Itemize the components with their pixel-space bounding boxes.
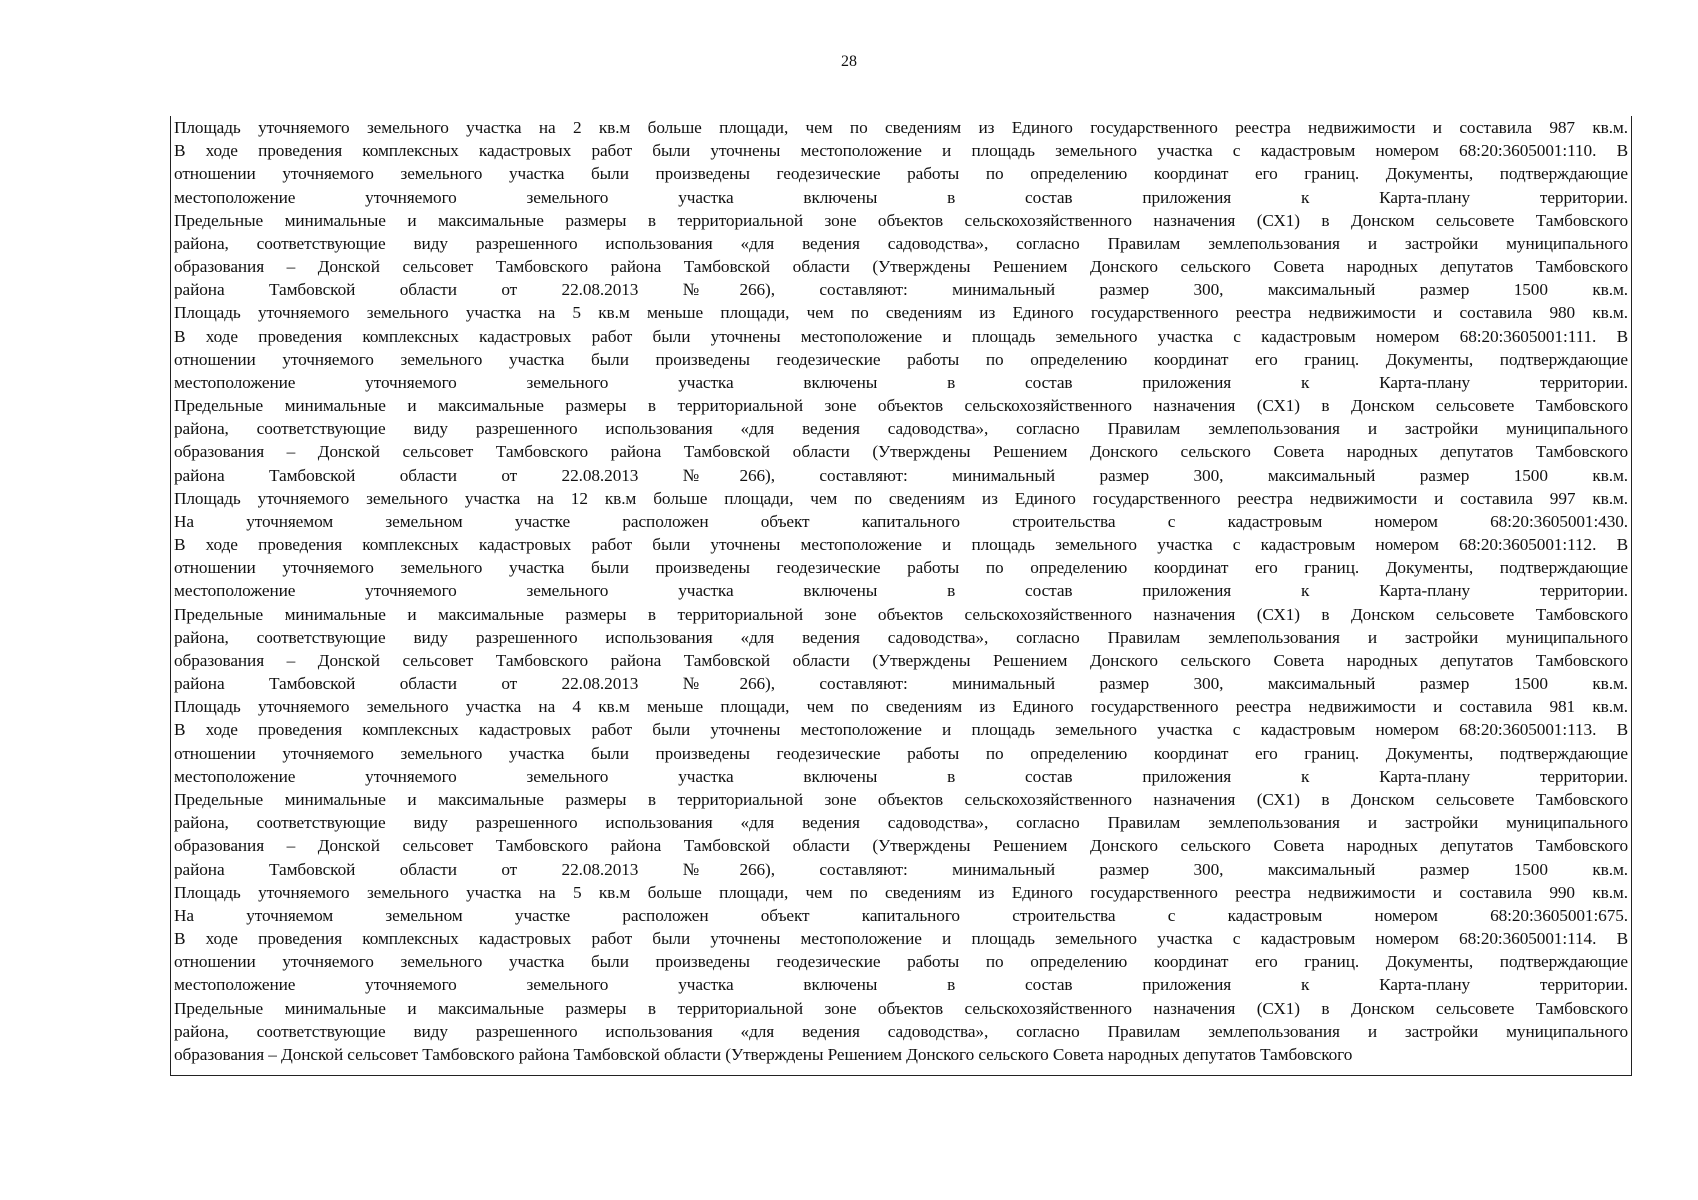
text-line: Площадь уточняемого земельного участка на 4 кв.м меньше площади, чем по сведениям из Единого государственного реестра недвижимости и составила 981 кв.м. bbox=[174, 697, 1628, 717]
text-line: местоположение уточняемого земельного участка включены в состав приложения к Карта-плану территории. bbox=[174, 187, 1628, 207]
text-line: Площадь уточняемого земельного участка на 12 кв.м больше площади, чем по сведениям из Единого государственного реестра недвижимости и составила 997 кв.м. bbox=[174, 488, 1628, 508]
text-line: В ходе проведения комплексных кадастровых работ были уточнены местоположение и площадь земельного участка с кадастровым номером 68:20:3605001:114. В bbox=[174, 929, 1628, 949]
text-line: района, соответствующие виду разрешенного использования «для ведения садоводства», согласно Правилам землепользования и застройки муниципального bbox=[174, 419, 1628, 439]
text-line: района, соответствующие виду разрешенного использования «для ведения садоводства», согласно Правилам землепользования и застройки муниципального bbox=[174, 813, 1628, 833]
text-line: образования – Донской сельсовет Тамбовского района Тамбовской области (Утверждены Решением Донского сельского Совета народных депутатов Тамбовского bbox=[174, 836, 1628, 856]
page-number: 28 bbox=[841, 53, 857, 70]
text-line: отношении уточняемого земельного участка были произведены геодезические работы по определению координат его границ. Документы, подтверждающие bbox=[174, 743, 1628, 763]
text-line: отношении уточняемого земельного участка были произведены геодезические работы по определению координат его границ. Документы, подтверждающие bbox=[174, 164, 1628, 184]
text-line: Предельные минимальные и максимальные размеры в территориальной зоне объектов сельскохозяйственного назначения (СХ1) в Донском сельсовете Тамбовского bbox=[174, 604, 1628, 624]
text-line: Предельные минимальные и максимальные размеры в территориальной зоне объектов сельскохозяйственного назначения (СХ1) в Донском сельсовете Тамбовского bbox=[174, 998, 1628, 1018]
text-line: местоположение уточняемого земельного участка включены в состав приложения к Карта-плану территории. bbox=[174, 766, 1628, 786]
text-line: Предельные минимальные и максимальные размеры в территориальной зоне объектов сельскохозяйственного назначения (СХ1) в Донском сельсовете Тамбовского bbox=[174, 210, 1628, 230]
text-line: На уточняемом земельном участке расположен объект капитального строительства с кадастровым номером 68:20:3605001:675. bbox=[174, 905, 1628, 925]
text-line: отношении уточняемого земельного участка были произведены геодезические работы по определению координат его границ. Документы, подтверждающие bbox=[174, 558, 1628, 578]
text-line: района Тамбовской области от 22.08.2013 №266), составляют: минимальный размер 300, максимальный размер 1500 кв.м. bbox=[174, 674, 1628, 694]
text-line: образования – Донской сельсовет Тамбовского района Тамбовской области (Утверждены Решением Донского сельского Совета народных депутатов Тамбовского bbox=[174, 1044, 1353, 1064]
text-line: Площадь уточняемого земельного участка на 5 кв.м меньше площади, чем по сведениям из Единого государственного реестра недвижимости и составила 980 кв.м. bbox=[174, 303, 1628, 323]
text-line: образования – Донской сельсовет Тамбовского района Тамбовской области (Утверждены Решением Донского сельского Совета народных депутатов Тамбовского bbox=[174, 650, 1628, 670]
text-line: района Тамбовской области от 22.08.2013 №266), составляют: минимальный размер 300, максимальный размер 1500 кв.м. bbox=[174, 280, 1628, 300]
text-line: местоположение уточняемого земельного участка включены в состав приложения к Карта-плану территории. bbox=[174, 975, 1628, 995]
text-line: местоположение уточняемого земельного участка включены в состав приложения к Карта-плану территории. bbox=[174, 581, 1628, 601]
text-line: образования – Донской сельсовет Тамбовского района Тамбовской области (Утверждены Решением Донского сельского Совета народных депутатов Тамбовского bbox=[174, 442, 1628, 462]
text-line: отношении уточняемого земельного участка были произведены геодезические работы по определению координат его границ. Документы, подтверждающие bbox=[174, 349, 1628, 369]
text-line: Предельные минимальные и максимальные размеры в территориальной зоне объектов сельскохозяйственного назначения (СХ1) в Донском сельсовете Тамбовского bbox=[174, 396, 1628, 416]
text-line: местоположение уточняемого земельного участка включены в состав приложения к Карта-плану территории. bbox=[174, 372, 1628, 392]
text-line: Площадь уточняемого земельного участка на 5 кв.м больше площади, чем по сведениям из Единого государственного реестра недвижимости и составила 990 кв.м. bbox=[174, 882, 1628, 902]
text-line: На уточняемом земельном участке расположен объект капитального строительства с кадастровым номером 68:20:3605001:430. bbox=[174, 511, 1628, 531]
text-line: В ходе проведения комплексных кадастровых работ были уточнены местоположение и площадь земельного участка с кадастровым номером 68:20:3605001:110. В bbox=[174, 141, 1628, 161]
text-line: В ходе проведения комплексных кадастровых работ были уточнены местоположение и площадь земельного участка с кадастровым номером 68:20:3605001:113. В bbox=[174, 720, 1628, 740]
text-line: В ходе проведения комплексных кадастровых работ были уточнены местоположение и площадь земельного участка с кадастровым номером 68:20:3605001:111. В bbox=[174, 326, 1628, 346]
text-line: района Тамбовской области от 22.08.2013 №266), составляют: минимальный размер 300, максимальный размер 1500 кв.м. bbox=[174, 465, 1628, 485]
text-line: района, соответствующие виду разрешенного использования «для ведения садоводства», согласно Правилам землепользования и застройки муниципального bbox=[174, 627, 1628, 647]
text-line: Предельные минимальные и максимальные размеры в территориальной зоне объектов сельскохозяйственного назначения (СХ1) в Донском сельсовете Тамбовского bbox=[174, 789, 1628, 809]
text-line: района, соответствующие виду разрешенного использования «для ведения садоводства», согласно Правилам землепользования и застройки муниципального bbox=[174, 233, 1628, 253]
text-line: Площадь уточняемого земельного участка на 2 кв.м больше площади, чем по сведениям из Единого государственного реестра недвижимости и составила 987 кв.м. bbox=[174, 118, 1628, 137]
document-text-box bbox=[170, 116, 1632, 1076]
text-line: района, соответствующие виду разрешенного использования «для ведения садоводства», согласно Правилам землепользования и застройки муниципального bbox=[174, 1021, 1628, 1041]
text-line: района Тамбовской области от 22.08.2013 №266), составляют: минимальный размер 300, максимальный размер 1500 кв.м. bbox=[174, 859, 1628, 879]
text-line: образования – Донской сельсовет Тамбовского района Тамбовской области (Утверждены Решением Донского сельского Совета народных депутатов Тамбовского bbox=[174, 257, 1628, 277]
text-line: отношении уточняемого земельного участка были произведены геодезические работы по определению координат его границ. Документы, подтверждающие bbox=[174, 952, 1628, 972]
document-lines bbox=[171, 116, 1631, 1066]
text-line: В ходе проведения комплексных кадастровых работ были уточнены местоположение и площадь земельного участка с кадастровым номером 68:20:3605001:112. В bbox=[174, 535, 1628, 555]
